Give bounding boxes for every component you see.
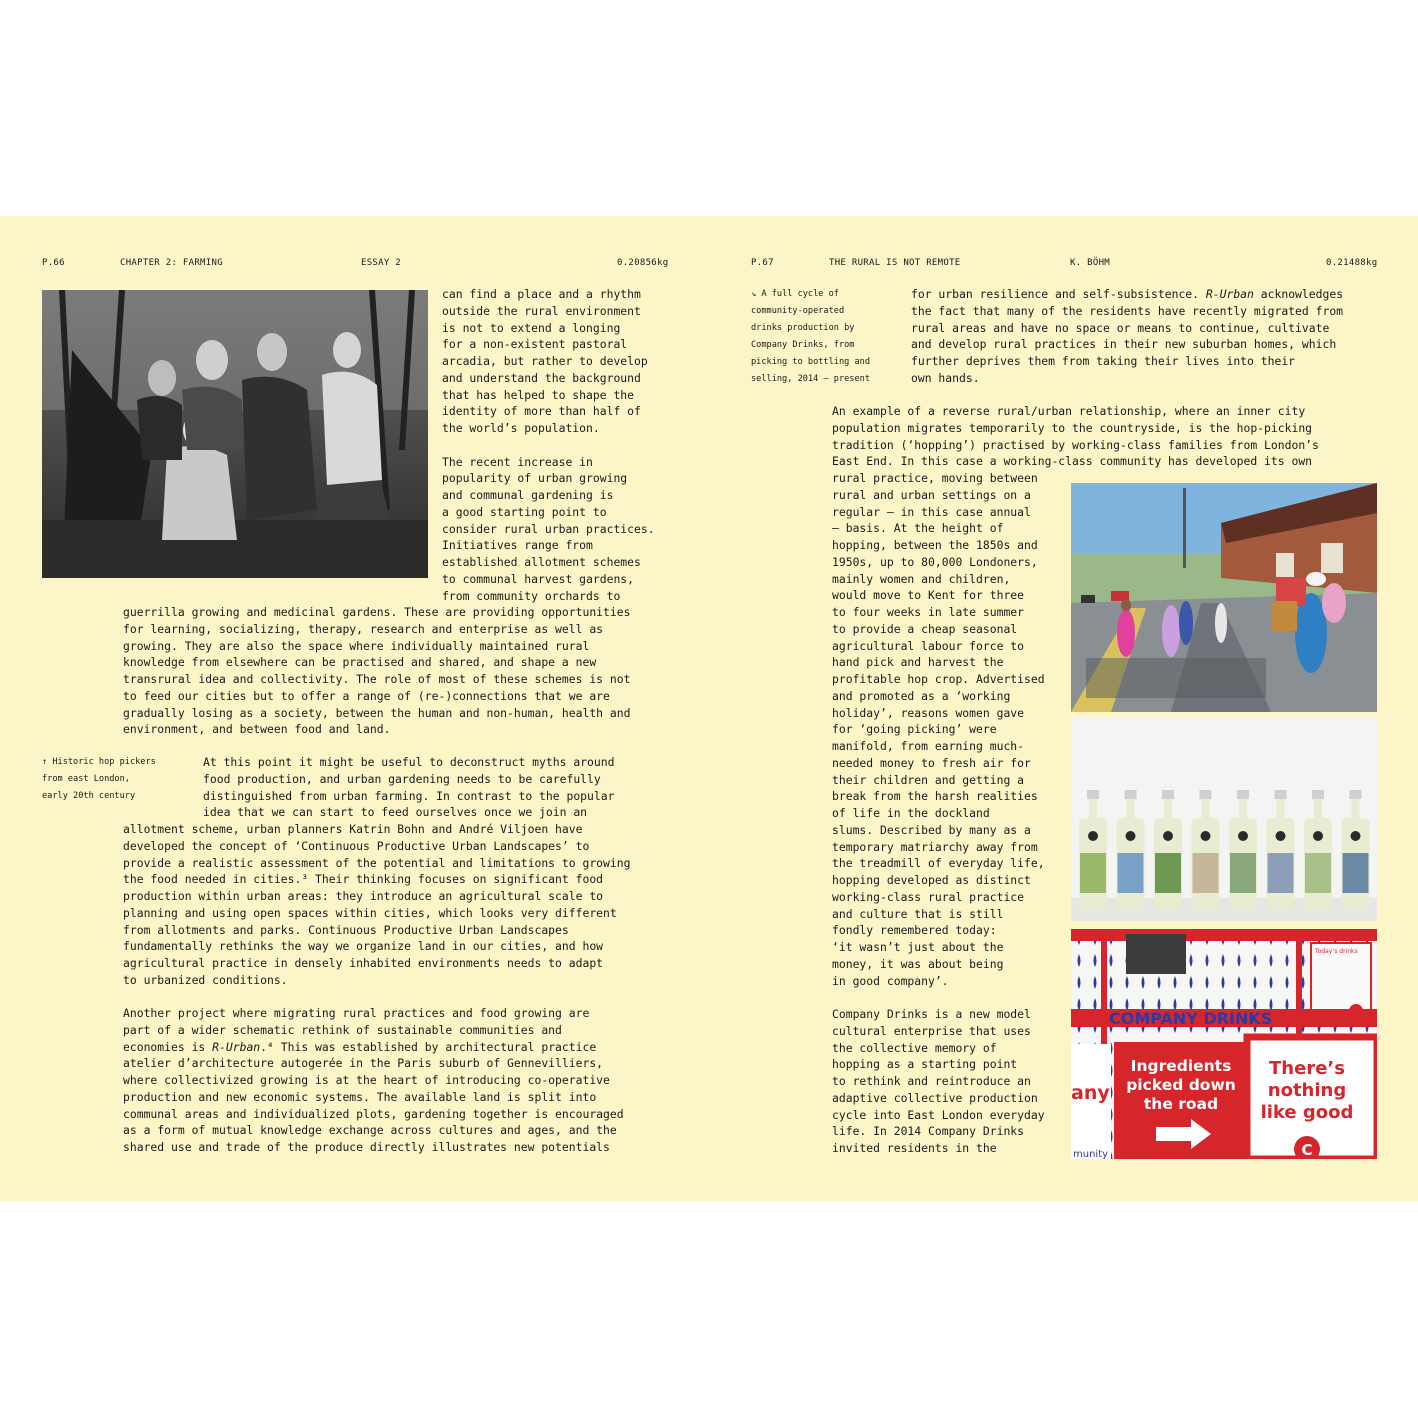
r-urban-italic: R-Urban: [212, 1039, 261, 1054]
street-picking-photo: [1071, 483, 1377, 712]
stall-sign-right-line-2: nothing: [1267, 1080, 1347, 1101]
stall-bottom-fragment: munity: [1073, 1149, 1109, 1159]
resilience-italic: R-Urban: [1205, 287, 1254, 301]
stall-side-fragment: any: [1071, 1082, 1110, 1104]
page-number-left: P.66: [42, 258, 65, 268]
company-drinks-stall-photo: [1071, 929, 1377, 1159]
page-number-right: P.67: [751, 258, 774, 268]
resilience-text-a: for urban resilience and self-subsistence.: [911, 287, 1206, 301]
company-drinks-caption: ↘ A full cycle of community-operated drinks production by Company Drinks, from picking to bottling and selling, 2014 – present: [751, 289, 870, 384]
author-name: K. BÖHM: [1070, 258, 1111, 268]
stall-banner-title: COMPANY DRINKS: [1109, 1009, 1273, 1028]
company-drinks-logo-letter: C: [1301, 1141, 1313, 1159]
stall-sign-left-line-3: the road: [1143, 1095, 1219, 1113]
stall-small-sign: Today’s drinks: [1315, 948, 1358, 955]
stall-sign-left-line-1: Ingredients: [1130, 1057, 1232, 1075]
r-urban-text-a: Another project where migrating rural practices and food growing are part of a wider schematic rethink of sustainable communities and economies is: [123, 1006, 590, 1054]
page-weight-right: 0.21488kg: [1326, 258, 1378, 268]
left-column-text: can find a place and a rhythm outside the rural environment is not to extend a longing for a non-existent pastoral arcadia, but rather to develop and understand the background that has helped to shape the identity of more than half of the world’s population. The recent increase in popularity of urban growing and communal gardening is a good starting point to consider rural urban practices. Initiatives range from established allotment schemes to communal harvest gardens, from community orchards to: [442, 287, 655, 603]
page-weight-left: 0.20856kg: [617, 258, 669, 268]
right-column-text: rural practice, moving between rural and urban settings on a regular – in this case annual – basis. At the height of hopping, between the 1850s and 1950s, up to 80,000 Londoners, mainly women and children, would move to Kent for three to four weeks in late summer to provide a cheap seasonal agricultural labour force to hand pick and harvest the profitable hop crop. Advertised and promoted as a ‘working holiday’, reasons women gave for ‘going picking’ were manifold, from earning much- needed money to fresh air for their children and getting a break from the harsh realities of life in the dockland slums. Described by many as a temporary matriarchy away from the treadmill of everyday life, hopping developed as distinct working-class rural practice and culture that is still fondly remembered today: ‘it wasn’t just about the money, it was about being in good company’. Company Drinks is a new model cultural enterprise that uses the collective memory of hopping as a starting point to rethink and reintroduce an adaptive collective production cycle into East London everyday life. In 2014 Company Drinks invited residents in the: [832, 471, 1045, 1155]
right-paragraph-hopping-intro: An example of a reverse rural/urban relationship, where an inner city population migrates temporarily to the countryside, is the hop-picking tradition (‘hopping’) practised by working-class families from London’s East End. In this case a working-class community has developed its own: [832, 404, 1319, 469]
bottles-photo: [1071, 718, 1377, 921]
right-paragraph-resilience: [911, 286, 1343, 387]
hop-pickers-caption: ↑ Historic hop pickers from east London, early 20th century: [42, 757, 156, 801]
r-urban-text-b: .⁴ This was established by architectural practice atelier d’architecture autogerée in the Paris suburb of Gennevilliers, where collectivized growing is at the heart of introducing co-operative production and new economic systems. The available land is split into communal areas and individualized plots, gardening together is encouraged as a form of mutual knowledge exchange across cultures and ages, and the shared use and trade of the produce directly illustrates new potentials: [123, 1039, 624, 1154]
hop-pickers-photo: [42, 290, 428, 578]
left-paragraph-myths: allotment scheme, urban planners Katrin Bohn and André Viljoen have developed the concept of ‘Continuous Productive Urban Landscapes’ to provide a realistic assessment of the potential and limitations to growing the food needed in cities.³ Their thinking focuses on significant food production within urban areas: they introduce an agricultural scale to planning and using open spaces within cities, which looks very different from allotments and parks. Continuous Productive Urban Landscapes fundamentally rethinks the way we organize land in our cities, and how agricultural practice in densely inhabited environments needs to adapt to urbanized conditions.: [123, 822, 631, 987]
essay-label: ESSAY 2: [361, 258, 402, 268]
stall-sign-right-line-1: There’s: [1269, 1058, 1345, 1079]
left-paragraph-myths-intro: At this point it might be useful to deconstruct myths around food production, and urban gardening needs to be carefully distinguished from urban farming. In contrast to the popular idea that we can start to feed ourselves once we join an: [203, 755, 615, 820]
stall-sign-left-line-2: picked down: [1126, 1076, 1236, 1094]
resilience-text-b: acknowledges the fact that many of the residents have recently migrated from rural areas and have no space or means to continue, cultivate and develop rural practices in their new suburban homes, which further deprives them from taking their lives into their own hands.: [911, 287, 1344, 385]
stall-sign-right-line-3: like good: [1260, 1102, 1354, 1123]
left-paragraph-initiatives: guerrilla growing and medicinal gardens. These are providing opportunities for learning, socializing, therapy, research and enterprise as well as growing. They are also the space where individually maintained rural knowledge from elsewhere can be practised and shared, and shape a new transrural idea and collectivity. The role of most of these schemes is not to feed our cities but to offer a range of (re-)connections that we are gradually losing as a society, between the human and non-human, health and environment, and between food and land.: [123, 605, 631, 737]
running-title: THE RURAL IS NOT REMOTE: [829, 258, 961, 268]
chapter-title: CHAPTER 2: FARMING: [120, 258, 223, 268]
left-paragraph-r-urban: [123, 1005, 624, 1156]
